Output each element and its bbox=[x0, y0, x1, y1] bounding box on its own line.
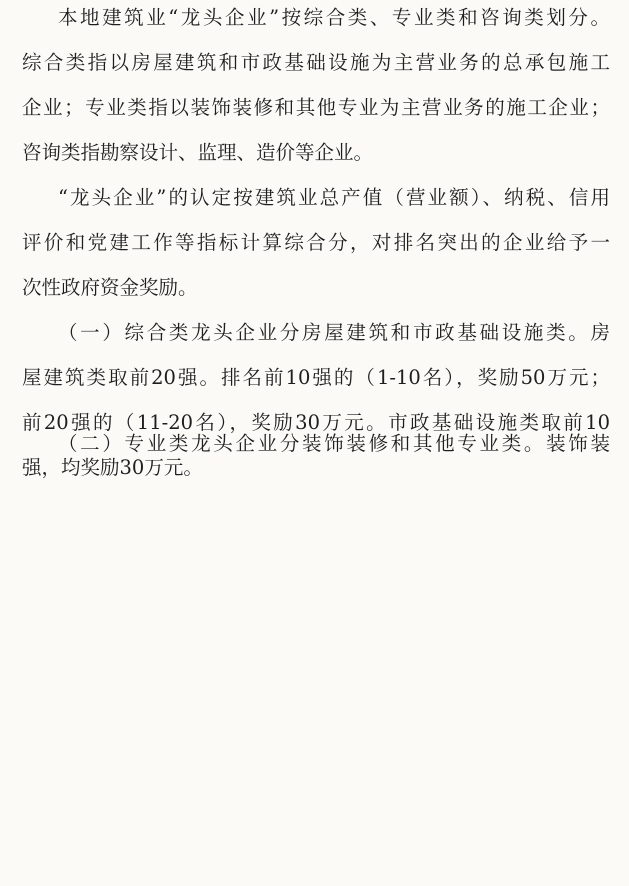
text-line: 咨询类指勘察设计、监理、造价等企业。 bbox=[22, 141, 374, 164]
text-line: 前20强的（11-20名），奖励30万元。市政基础设施类取前10 bbox=[22, 411, 610, 434]
text-line: （二）专业类龙头企业分装饰装修和其他专业类。装饰装 bbox=[58, 432, 610, 455]
text-line: （一）综合类龙头企业分房屋建筑和市政基础设施类。房 bbox=[58, 321, 610, 344]
text-line: 企业；专业类指以装饰装修和其他专业为主营业务的施工企业； bbox=[22, 96, 610, 119]
text-line: 本地建筑业“龙头企业”按综合类、专业类和咨询类划分。 bbox=[58, 6, 610, 29]
text-line: 综合类指以房屋建筑和市政基础设施为主营业务的总承包施工 bbox=[22, 51, 610, 74]
text-line: 次性政府资金奖励。 bbox=[22, 276, 198, 299]
text-line: 屋建筑类取前20强。排名前10强的（1-10名），奖励50万元； bbox=[22, 366, 610, 389]
text-line: “龙头企业”的认定按建筑业总产值（营业额）、纳税、信用 bbox=[58, 186, 610, 209]
text-line: 评价和党建工作等指标计算综合分，对排名突出的企业给予一 bbox=[22, 231, 610, 254]
text-line: 强，均奖励30万元。 bbox=[22, 456, 203, 479]
